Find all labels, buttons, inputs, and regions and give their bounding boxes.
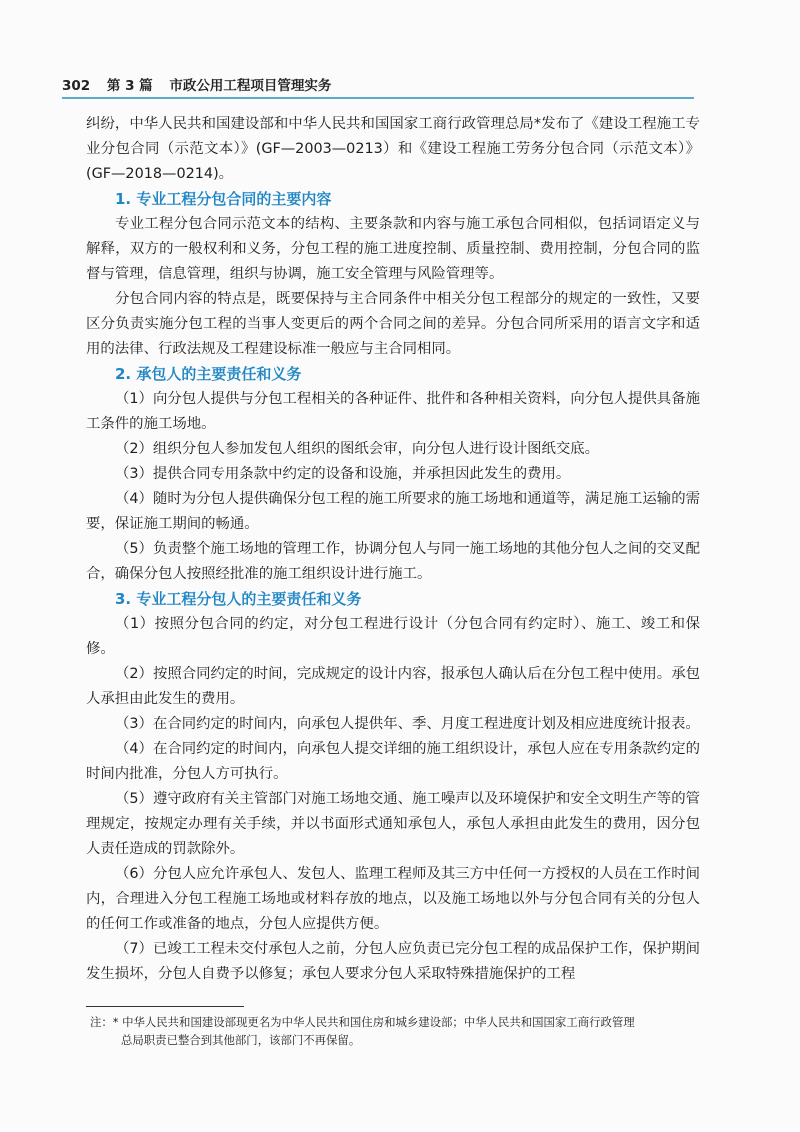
paragraph: 纠纷，中华人民共和国建设部和中华人民共和国国家工商行政管理总局*发布了《建设工程施工专业分包合同（示范文本）》(GF—2003—0213）和《建设工程施工劳务分包合同（示范文本）》(GF—2018—0214)。 xyxy=(86,116,700,182)
footnote-divider xyxy=(86,1006,244,1007)
body-text xyxy=(86,112,700,987)
paragraph: （3）提供合同专用条款中约定的设备和设施，并承担因此发生的费用。 xyxy=(115,466,571,482)
paragraph: （3）在合同约定的时间内，向承包人提供年、季、月度工程进度计划及相应进度统计报表。 xyxy=(115,716,700,732)
header-divider xyxy=(62,97,694,99)
part-title: 市政公用工程项目管理实务 xyxy=(169,78,332,94)
paragraph: （1）向分包人提供与分包工程相关的各种证件、批件和各种相关资料，向分包人提供具备施工条件的施工场地。 xyxy=(86,391,700,432)
part-label: 第 3 篇 xyxy=(106,78,153,94)
section-heading: 2. 承包人的主要责任和义务 xyxy=(115,365,302,383)
footnote xyxy=(90,1013,700,1049)
paragraph: 专业工程分包合同示范文本的结构、主要条款和内容与施工承包合同相似，包括词语定义与解释，双方的一般权利和义务，分包工程的施工进度控制、质量控制、费用控制，分包合同的监督与管理，信息管理，组织与协调，施工安全管理与风险管理等。 xyxy=(86,216,700,282)
paragraph: （7）已竣工工程未交付承包人之前，分包人应负责已完分包工程的成品保护工作，保护期间发生损坏，分包人自费予以修复；承包人要求分包人采取特殊措施保护的工程 xyxy=(86,941,700,982)
paragraph: （5）负责整个施工场地的管理工作，协调分包人与同一施工场地的其他分包人之间的交叉配合，确保分包人按照经批准的施工组织设计进行施工。 xyxy=(86,541,700,582)
footnote-line-1: 注：* 中华人民共和国建设部现更名为中华人民共和国住房和城乡建设部；中华人民共和国国家工商行政管理 xyxy=(90,1015,635,1029)
footnote-line-2: 总局职责已整合到其他部门，该部门不再保留。 xyxy=(121,1033,361,1047)
section-heading: 3. 专业工程分包人的主要责任和义务 xyxy=(115,590,362,608)
paragraph: （1）按照分包合同的约定，对分包工程进行设计（分包合同有约定时）、施工、竣工和保修。 xyxy=(86,616,700,657)
page-number: 302 xyxy=(62,78,91,94)
paragraph: （4）在合同约定的时间内，向承包人提交详细的施工组织设计，承包人应在专用条款约定的时间内批准，分包人方可执行。 xyxy=(86,741,700,782)
paragraph: （4）随时为分包人提供确保分包工程的施工所要求的施工场地和通道等，满足施工运输的需要，保证施工期间的畅通。 xyxy=(86,491,700,532)
paragraph: （2）组织分包人参加发包人组织的图纸会审，向分包人进行设计图纸交底。 xyxy=(115,441,600,457)
paragraph: （6）分包人应允许承包人、发包人、监理工程师及其三方中任何一方授权的人员在工作时间内，合理进入分包工程施工场地或材料存放的地点，以及施工场地以外与分包合同有关的分包人的任何工作或准备的地点，分包人应提供方便。 xyxy=(86,866,700,932)
paragraph: 分包合同内容的特点是，既要保持与主合同条件中相关分包工程部分的规定的一致性，又要区分负责实施分包工程的当事人变更后的两个合同之间的差异。分包合同所采用的语言文字和适用的法律、行政法规及工程建设标准一般应与主合同相同。 xyxy=(86,291,700,357)
section-heading: 1. 专业工程分包合同的主要内容 xyxy=(115,190,332,208)
page-header xyxy=(62,74,694,98)
paragraph: （5）遵守政府有关主管部门对施工场地交通、施工噪声以及环境保护和安全文明生产等的管理规定，按规定办理有关手续，并以书面形式通知承包人，承包人承担由此发生的费用，因分包人责任造成的罚款除外。 xyxy=(86,791,700,857)
paragraph: （2）按照合同约定的时间，完成规定的设计内容，报承包人确认后在分包工程中使用。承包人承担由此发生的费用。 xyxy=(86,666,700,707)
